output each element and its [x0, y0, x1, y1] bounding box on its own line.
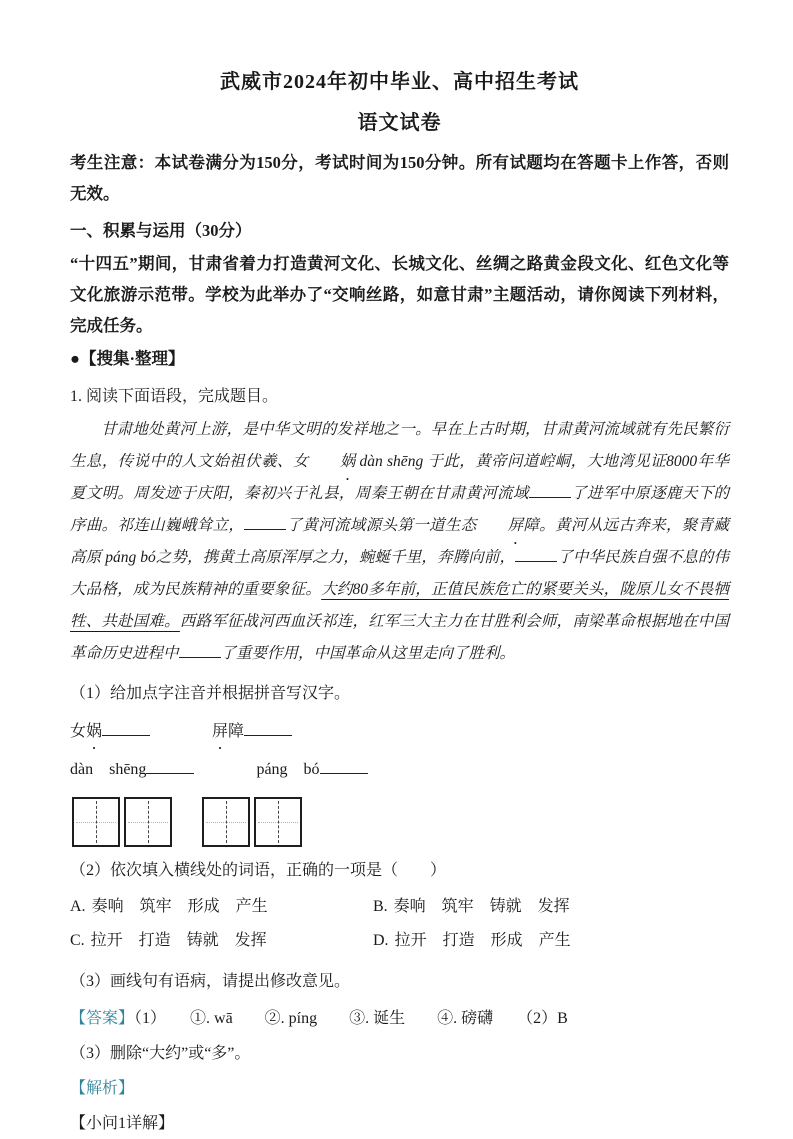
passage-segment: 甘肃地处黄河上游，是中华文明的发祥地之一。早在上古时期，甘肃黄河流域就有先民繁衍生息，传说中的人文始祖伏羲、女	[70, 421, 729, 470]
char-nv: 女	[70, 723, 87, 740]
analysis-label: 【解析】	[70, 1080, 135, 1097]
passage-segment: 了黄河流域源头第一道生态	[286, 517, 477, 534]
dotted-char-wa: 娲	[339, 453, 356, 470]
option-a	[70, 890, 373, 924]
word-pingzhang	[212, 717, 244, 747]
pinyin-row-syllables	[70, 755, 729, 785]
option-b-label: B.	[373, 898, 388, 915]
pinyin-row-characters	[70, 717, 729, 747]
option-c-label: C.	[70, 932, 85, 949]
reading-passage	[70, 414, 729, 670]
writing-box-1	[72, 797, 120, 847]
writing-box-2	[124, 797, 172, 847]
option-c	[70, 924, 373, 958]
page-title: 武威市2024年初中毕业、高中招生考试	[220, 71, 579, 93]
pinyin-dansheng: dàn shēng	[70, 761, 147, 778]
writing-box-pair-2	[202, 797, 302, 847]
sub-question-3-prompt: （3）画线句有语病，请提出修改意见。	[70, 973, 351, 990]
option-d-text: 拉开 打造 形成 产生	[394, 932, 571, 949]
option-d-label: D.	[373, 932, 389, 949]
answer-content: （1） ①. wā ②. píng ③. 诞生 ④. 磅礴 （2）B	[134, 1010, 568, 1027]
option-d	[373, 924, 729, 958]
sub-question-2-prompt: （2）依次填入横线处的词语，正确的一项是（ ）	[70, 862, 447, 879]
underlined-sentence: 大约80多年前，正值民族危亡的紧要关头，陇原儿女不畏牺牲、共赴国难。	[70, 581, 729, 630]
answer-line-3: （3）删除“大约”或“多”。	[70, 1045, 251, 1062]
option-a-text: 奏响 筑牢 形成 产生	[91, 898, 268, 915]
sub-question-1-prompt: （1）给加点字注音并根据拼音写汉字。	[70, 685, 351, 702]
passage-segment: 了重要作用，中国革命从这里走向了胜利。	[220, 645, 516, 662]
option-b	[373, 890, 729, 924]
writing-box-pair-1	[72, 797, 172, 847]
answer-line	[70, 1003, 729, 1034]
character-writing-boxes	[72, 797, 729, 847]
question-1-stem: 1. 阅读下面语段，完成题目。	[70, 388, 279, 405]
intro-paragraph: “十四五”期间，甘肃省着力打造黄河文化、长城文化、丝绸之路黄金段文化、红色文化等文化旅游示范带。学校为此举办了“交响丝路，如意甘肃”主题活动，请你阅读下列材料，完成任务。	[70, 254, 729, 335]
answer-blank-pingzhang	[244, 731, 292, 736]
blank-underline-4	[179, 653, 221, 658]
blank-underline-1	[529, 493, 571, 498]
writing-box-4	[254, 797, 302, 847]
answer-label: 【答案】	[70, 1010, 135, 1027]
answer-blank-dansheng	[146, 769, 194, 774]
word-nvwa	[70, 717, 102, 747]
answer-blank-nvwa	[102, 731, 150, 736]
candidate-notice: 考生注意：本试卷满分为150分，考试时间为150分钟。所有试题均在答题卡上作答，否则无效。	[70, 153, 729, 203]
pinyin-pangbo: páng bó	[256, 761, 320, 778]
option-a-label: A.	[70, 898, 86, 915]
passage-segment: dàn shēng 于此，黄帝问道崆峒，大地湾见证8000年华夏文明。周发迹于庆阳，秦初兴于礼县，周秦王朝在甘肃黄河流域	[70, 453, 729, 502]
exam-subtitle: 语文试卷	[357, 112, 442, 134]
answer-blank-pangbo	[320, 769, 368, 774]
blank-underline-3	[515, 557, 557, 562]
option-c-text: 拉开 打造 铸就 发挥	[90, 932, 267, 949]
char-zhang: 障	[228, 723, 245, 740]
dotted-char-ping: 屏	[507, 517, 524, 534]
blank-underline-2	[244, 525, 286, 530]
dotted-char-wa-2: 娲	[86, 723, 103, 740]
section-1-heading: 一、积累与运用（30分）	[70, 221, 252, 240]
writing-box-3	[202, 797, 250, 847]
activity-tag: ●【搜集·整理】	[70, 349, 185, 368]
option-b-text: 奏响 筑牢 铸就 发挥	[393, 898, 570, 915]
passage-segment: 西路军征战河西血沃祁连，红军三大主力在甘胜利会师，南梁革命根据地在中国革命历史进程中	[70, 613, 729, 662]
subquestion-1-detail-label: 【小问1详解】	[70, 1115, 175, 1132]
dotted-char-ping-2: 屏	[212, 723, 229, 740]
passage-segment: 障。黄河从远古奔来，聚青藏高原 páng bó之势，携黄土高原浑厚之力，蜿蜒千里，奔腾向前，	[70, 517, 729, 566]
passage-segment: 了进军中原逐鹿天下的序曲。祁连山巍峨耸立，	[70, 485, 729, 534]
passage-segment: 了中华民族自强不息的伟大品格，成为民族精神的重要象征。	[70, 549, 729, 598]
choice-options	[70, 890, 729, 958]
